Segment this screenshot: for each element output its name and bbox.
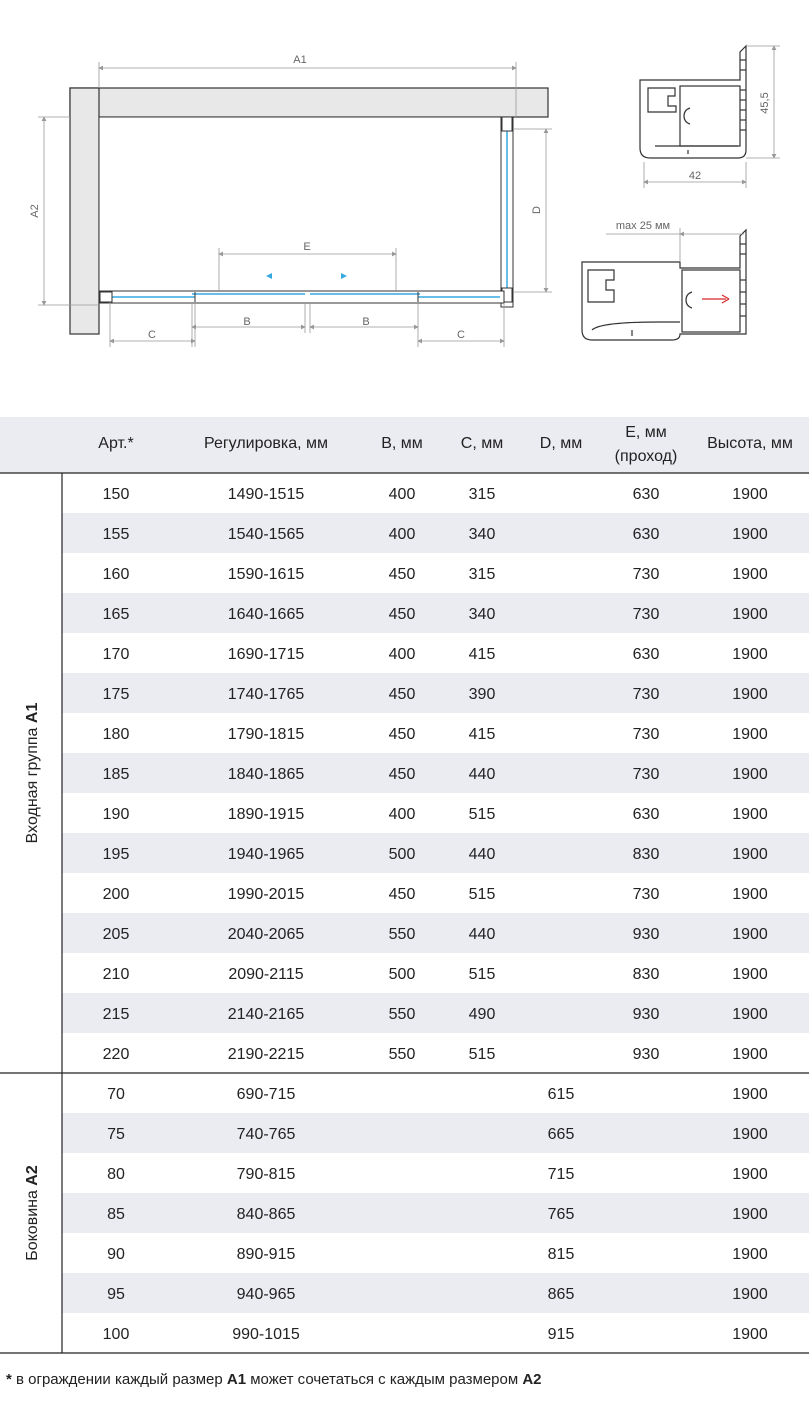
cell-art: 90: [107, 1246, 125, 1263]
cell-range: 2090-2115: [228, 966, 304, 983]
cell-h: 1900: [732, 566, 768, 583]
group-label: [24, 1165, 41, 1261]
header-c: C, мм: [460, 435, 504, 452]
header-e-line1: E, мм: [625, 424, 667, 441]
group-name: Входная группа: [24, 723, 41, 844]
table-row: [103, 726, 768, 743]
cell-range: 890-915: [236, 1246, 296, 1263]
cell-h: 1900: [732, 646, 768, 663]
cell-c: 515: [468, 1046, 496, 1063]
cell-art: 220: [102, 1046, 130, 1063]
label-c-right: C: [457, 329, 465, 341]
cell-range: 1940-1965: [227, 846, 305, 863]
cell-range: 690-715: [236, 1086, 296, 1103]
table-row: [62, 513, 809, 553]
group-name: Боковина: [24, 1185, 41, 1261]
header-d: D, мм: [539, 435, 583, 452]
profile-detail-bottom: [582, 230, 746, 340]
cell-range: 1890-1915: [227, 806, 305, 823]
cell-b: 450: [388, 886, 416, 903]
cell-range: 1640-1665: [227, 606, 305, 623]
profile-bottom-dims: [606, 228, 744, 262]
cell-e: 730: [632, 566, 660, 583]
cell-h: 1900: [732, 686, 768, 703]
cell-c: 390: [468, 686, 496, 703]
cell-h: 1900: [732, 1086, 768, 1103]
row-stripe: [62, 593, 809, 633]
cell-e: 630: [632, 486, 660, 503]
footnote-star: *: [6, 1371, 12, 1388]
cell-b: 400: [388, 486, 416, 503]
cell-art: 160: [102, 566, 130, 583]
cell-range: 790-815: [236, 1166, 296, 1183]
row-stripe: [62, 833, 809, 873]
cell-art: 185: [102, 766, 130, 783]
cell-c: 315: [468, 486, 496, 503]
cell-e: 730: [632, 606, 660, 623]
cell-c: 415: [468, 646, 496, 663]
cell-b: 400: [388, 526, 416, 543]
label-b-right: B: [362, 316, 370, 328]
cell-range: 2040-2065: [227, 926, 305, 943]
row-stripe: [62, 513, 809, 553]
cell-d: 715: [547, 1166, 575, 1183]
cell-art: 180: [102, 726, 130, 743]
cell-c: 415: [468, 726, 496, 743]
cell-h: 1900: [732, 886, 768, 903]
cell-b: 450: [388, 686, 416, 703]
cell-e: 930: [632, 1006, 660, 1023]
table-row: [103, 886, 768, 903]
footnote-text-2: может сочетаться с каждым размером: [246, 1371, 523, 1388]
header-range: Регулировка, мм: [203, 435, 329, 452]
spec-table: [0, 417, 809, 1355]
header-b: B, мм: [381, 435, 423, 452]
table-row: [103, 806, 768, 823]
cell-art: 75: [107, 1126, 125, 1143]
row-stripe: [62, 913, 809, 953]
cell-art: 210: [102, 966, 130, 983]
technical-drawing: [0, 0, 809, 400]
table-row: [62, 993, 809, 1033]
table-row: [107, 1086, 768, 1103]
cell-range: 1540-1565: [227, 526, 305, 543]
label-profile-width: 42: [688, 170, 702, 182]
cell-h: 1900: [732, 1166, 768, 1183]
interior: [99, 117, 501, 295]
cell-h: 1900: [732, 926, 768, 943]
cell-range: 940-965: [236, 1286, 296, 1303]
cell-h: 1900: [732, 766, 768, 783]
cell-range: 1690-1715: [227, 646, 305, 663]
cell-e: 630: [632, 526, 660, 543]
cell-art: 95: [107, 1286, 125, 1303]
cell-d: 815: [547, 1246, 575, 1263]
profile-detail-top: [640, 46, 746, 158]
row-stripe: [62, 1273, 809, 1313]
cell-art: 165: [102, 606, 130, 623]
row-stripe: [62, 993, 809, 1033]
table-row: [62, 673, 809, 713]
cell-range: 990-1015: [232, 1326, 300, 1343]
cell-e: 730: [632, 886, 660, 903]
cell-h: 1900: [732, 966, 768, 983]
cell-e: 630: [632, 806, 660, 823]
cell-c: 515: [468, 886, 496, 903]
cell-range: 2140-2165: [227, 1006, 305, 1023]
cell-b: 550: [388, 1006, 416, 1023]
cell-c: 440: [468, 926, 496, 943]
cell-art: 100: [102, 1326, 130, 1343]
cell-art: 205: [102, 926, 130, 943]
label-b-left: B: [243, 316, 251, 328]
cell-art: 175: [102, 686, 130, 703]
cell-h: 1900: [732, 726, 768, 743]
top-wall: [70, 88, 548, 117]
table-row: [107, 1246, 768, 1263]
cell-c: 440: [468, 846, 496, 863]
cell-b: 400: [388, 806, 416, 823]
header-e-line2: (проход): [614, 448, 678, 465]
table-row: [62, 1273, 809, 1313]
cell-e: 730: [632, 726, 660, 743]
cell-h: 1900: [732, 606, 768, 623]
cell-e: 830: [632, 846, 660, 863]
table-row: [62, 593, 809, 633]
table-row: [62, 753, 809, 793]
cell-art: 200: [102, 886, 130, 903]
header-art: Арт.*: [98, 435, 134, 452]
cell-d: 665: [547, 1126, 575, 1143]
cell-h: 1900: [732, 806, 768, 823]
label-max-gap: max 25 мм: [615, 220, 671, 232]
cell-range: 840-865: [236, 1206, 296, 1223]
cell-c: 490: [468, 1006, 496, 1023]
footnote-text-1: в ограждении каждый размер: [11, 1371, 227, 1388]
cell-h: 1900: [732, 486, 768, 503]
label-e: E: [303, 241, 311, 253]
table-row: [62, 1193, 809, 1233]
group-label: [24, 703, 41, 844]
cell-c: 440: [468, 766, 496, 783]
label-d: D: [531, 206, 543, 214]
table-row: [103, 646, 768, 663]
cell-b: 400: [388, 646, 416, 663]
cell-h: 1900: [732, 1046, 768, 1063]
cell-e: 730: [632, 766, 660, 783]
table-row: [107, 1166, 768, 1183]
row-stripe: [62, 753, 809, 793]
cell-b: 500: [388, 846, 416, 863]
cell-art: 150: [102, 486, 130, 503]
cell-b: 450: [388, 726, 416, 743]
cell-art: 155: [102, 526, 130, 543]
cell-h: 1900: [732, 1006, 768, 1023]
cell-range: 1590-1615: [227, 566, 305, 583]
cell-e: 930: [632, 926, 660, 943]
label-a1: A1: [293, 54, 307, 66]
header-height: Высота, мм: [707, 435, 793, 452]
footnote: [6, 1371, 806, 1393]
cell-c: 515: [468, 806, 496, 823]
table-row: [62, 833, 809, 873]
footnote-code-a2: A2: [522, 1371, 542, 1388]
footnote-code-a1: A1: [226, 1371, 247, 1388]
cell-art: 85: [107, 1206, 125, 1223]
row-stripe: [62, 673, 809, 713]
cell-b: 450: [388, 566, 416, 583]
table-row: [103, 486, 768, 503]
cell-art: 195: [102, 846, 130, 863]
cell-d: 865: [547, 1286, 575, 1303]
table-row: [103, 1046, 768, 1063]
cell-h: 1900: [732, 1326, 768, 1343]
label-c-left: C: [148, 329, 156, 341]
cell-h: 1900: [732, 1206, 768, 1223]
cell-h: 1900: [732, 1246, 768, 1263]
group-code: A2: [24, 1165, 41, 1186]
wall-plan: [70, 88, 548, 334]
cell-art: 80: [107, 1166, 125, 1183]
cell-b: 500: [388, 966, 416, 983]
cell-art: 215: [102, 1006, 130, 1023]
cell-d: 765: [547, 1206, 575, 1223]
cell-c: 340: [468, 606, 496, 623]
row-stripe: [62, 1113, 809, 1153]
cell-c: 340: [468, 526, 496, 543]
cell-d: 915: [547, 1326, 575, 1343]
cell-e: 830: [632, 966, 660, 983]
table-row: [103, 966, 768, 983]
cell-b: 550: [388, 1046, 416, 1063]
cell-range: 1990-2015: [227, 886, 305, 903]
cell-range: 1840-1865: [227, 766, 305, 783]
table-row: [62, 1113, 809, 1153]
cell-d: 615: [547, 1086, 575, 1103]
label-profile-height: 45,5: [759, 92, 771, 114]
cell-b: 450: [388, 766, 416, 783]
left-wall: [70, 88, 99, 334]
cell-range: 2190-2215: [227, 1046, 305, 1063]
cell-h: 1900: [732, 526, 768, 543]
row-stripe: [62, 1193, 809, 1233]
cell-h: 1900: [732, 846, 768, 863]
cell-h: 1900: [732, 1126, 768, 1143]
cell-c: 515: [468, 966, 496, 983]
cell-b: 450: [388, 606, 416, 623]
group-code: A1: [24, 702, 41, 724]
cell-range: 1790-1815: [227, 726, 305, 743]
cell-art: 170: [102, 646, 130, 663]
table-row: [62, 913, 809, 953]
cell-h: 1900: [732, 1286, 768, 1303]
cell-range: 1490-1515: [227, 486, 305, 503]
cell-c: 315: [468, 566, 496, 583]
cell-e: 930: [632, 1046, 660, 1063]
cell-art: 190: [102, 806, 130, 823]
table-row: [103, 566, 768, 583]
table-row: [103, 1326, 768, 1343]
cell-b: 550: [388, 926, 416, 943]
label-a2: A2: [29, 204, 41, 218]
cell-range: 740-765: [236, 1126, 296, 1143]
cell-e: 630: [632, 646, 660, 663]
cell-range: 1740-1765: [227, 686, 305, 703]
cell-art: 70: [107, 1086, 125, 1103]
cell-e: 730: [632, 686, 660, 703]
